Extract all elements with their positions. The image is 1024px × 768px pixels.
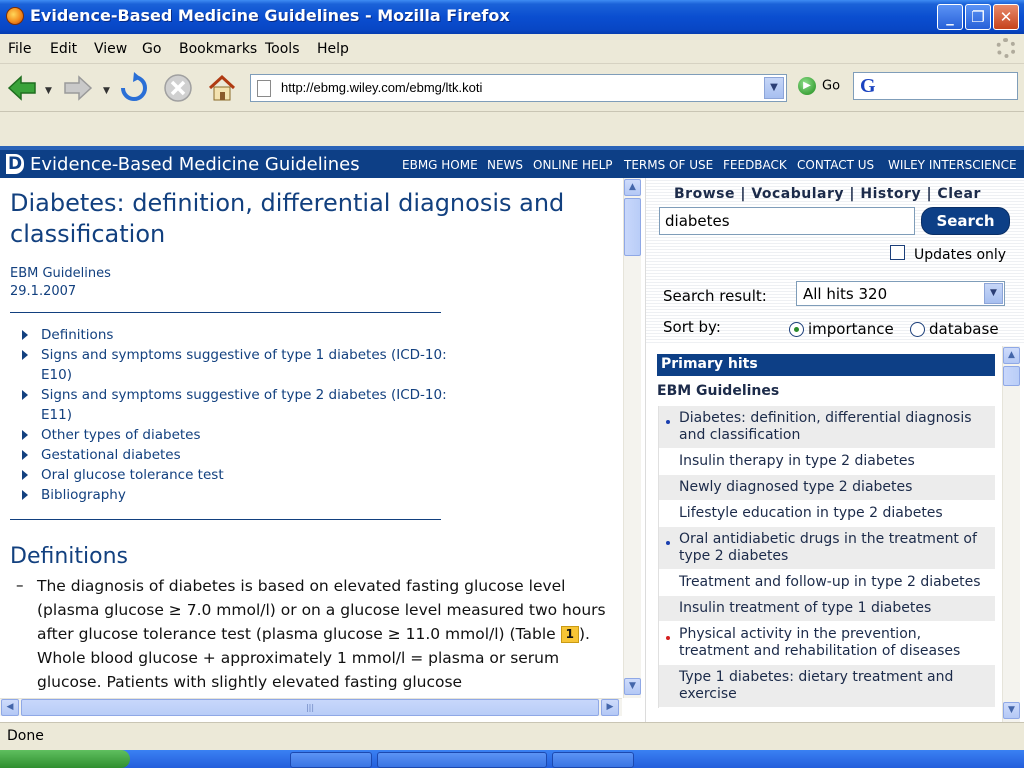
toc-ogtt[interactable]: Oral glucose tolerance test	[22, 465, 462, 485]
address-dropdown-button[interactable]: ▼	[764, 77, 784, 99]
updates-only-checkbox[interactable]	[890, 245, 905, 260]
hit-title[interactable]: Insulin treatment of type 1 diabetes	[679, 600, 932, 616]
nav-feedback[interactable]: FEEDBACK	[723, 158, 787, 172]
stop-button[interactable]	[162, 72, 194, 104]
nav-contact-us[interactable]: CONTACT US	[797, 158, 875, 172]
back-button[interactable]	[6, 72, 38, 104]
address-bar[interactable]	[250, 74, 787, 102]
definition-paragraph	[37, 574, 619, 694]
nav-wiley-interscience[interactable]: WILEY INTERSCIENCE	[888, 158, 1017, 172]
firefox-icon	[6, 7, 24, 25]
hit-title[interactable]: Diabetes: definition, differential diagnosis and classification	[679, 410, 972, 443]
menu-view[interactable]: View	[94, 41, 128, 57]
search-panel-links[interactable]: Browse | Vocabulary | History | Clear	[674, 186, 981, 202]
scroll-up-button[interactable]: ▲	[624, 179, 641, 196]
hit-item[interactable]	[659, 622, 995, 665]
hits-vertical-scrollbar[interactable]	[1002, 346, 1020, 722]
hits-scroll-down-button[interactable]: ▼	[1003, 702, 1020, 719]
table-of-contents	[22, 325, 462, 505]
throbber-icon	[996, 38, 1016, 58]
close-button[interactable]: ✕	[993, 4, 1019, 30]
forward-button[interactable]	[62, 72, 94, 104]
forward-history-dropdown[interactable]: ▼	[103, 86, 110, 96]
hit-item[interactable]	[659, 665, 995, 708]
hits-list	[658, 406, 995, 708]
back-arrow-icon	[6, 72, 38, 104]
hit-title[interactable]: Treatment and follow-up in type 2 diabetes	[679, 574, 981, 590]
article-source-name: EBM Guidelines	[10, 266, 111, 281]
sort-importance-label[interactable]: importance	[808, 320, 894, 338]
article-horizontal-scrollbar[interactable]	[0, 698, 622, 716]
menu-file[interactable]: File	[8, 41, 32, 57]
hit-item[interactable]	[659, 527, 995, 570]
scroll-right-button[interactable]: ▶	[601, 699, 619, 716]
search-result-value: All hits 320	[803, 285, 888, 303]
toc-other-types[interactable]: Other types of diabetes	[22, 425, 462, 445]
menu-edit[interactable]: Edit	[50, 41, 78, 57]
article-date: 29.1.2007	[10, 284, 77, 299]
menu-bar	[0, 34, 1024, 64]
toc-gestational[interactable]: Gestational diabetes	[22, 445, 462, 465]
title-bar[interactable]	[0, 0, 1024, 34]
hit-marker-icon	[666, 541, 670, 545]
page-content	[0, 146, 1024, 722]
nav-news[interactable]: NEWS	[487, 158, 524, 172]
updates-only-label: Updates only	[914, 247, 1007, 263]
taskbar-item[interactable]	[552, 752, 634, 768]
window-title: Evidence-Based Medicine Guidelines - Mozilla Firefox	[30, 6, 510, 25]
hit-item[interactable]	[659, 596, 995, 622]
section-heading-definitions: Definitions	[10, 544, 128, 569]
hits-group-heading: EBM Guidelines	[657, 383, 780, 399]
go-arrow-icon: ▶	[798, 77, 816, 95]
scroll-down-button[interactable]: ▼	[624, 678, 641, 695]
stop-icon	[162, 72, 194, 104]
nav-online-help[interactable]: ONLINE HELP	[533, 158, 613, 172]
article-title: Diabetes: definition, differential diagnosis and classification	[10, 189, 565, 248]
hit-title[interactable]: Type 1 diabetes: dietary treatment and exercise	[679, 669, 954, 702]
article-pane	[0, 178, 622, 698]
search-query-input[interactable]: diabetes	[659, 207, 915, 235]
toc-definitions[interactable]: Definitions	[22, 325, 462, 345]
hit-item[interactable]	[659, 449, 995, 475]
menu-tools[interactable]: Tools	[265, 41, 300, 57]
hit-title[interactable]: Oral antidiabetic drugs in the treatment of type 2 diabetes	[679, 531, 977, 564]
hit-item[interactable]	[659, 406, 995, 449]
search-result-dropdown-icon[interactable]: ▼	[984, 283, 1003, 304]
search-panel	[645, 178, 1024, 722]
toc-type1-symptoms[interactable]: Signs and symptoms suggestive of type 1 diabetes (ICD-10: E10)	[22, 345, 462, 385]
hits-scroll-up-button[interactable]: ▲	[1003, 347, 1020, 364]
divider-top	[10, 312, 441, 313]
menu-help[interactable]: Help	[317, 41, 349, 57]
menu-bookmarks[interactable]: Bookmarks	[179, 41, 258, 57]
reload-icon	[118, 72, 150, 104]
hit-title[interactable]: Lifestyle education in type 2 diabetes	[679, 505, 943, 521]
hit-marker-icon	[666, 636, 670, 640]
google-search-icon[interactable]: G	[860, 75, 876, 97]
address-url[interactable]: http://ebmg.wiley.com/ebmg/ltk.koti	[281, 80, 483, 95]
paragraph-bullet: –	[16, 576, 24, 594]
horizontal-scroll-thumb[interactable]: |||	[21, 699, 599, 716]
scroll-thumb[interactable]	[624, 198, 641, 256]
sort-by-label: Sort by:	[663, 318, 721, 336]
sort-importance-radio[interactable]	[789, 322, 804, 337]
nav-terms-of-use[interactable]: TERMS OF USE	[624, 158, 714, 172]
status-bar	[0, 722, 1024, 750]
hit-title[interactable]: Physical activity in the prevention, treatment and rehabilitation of diseases	[679, 626, 961, 659]
forward-arrow-icon	[62, 72, 94, 104]
hits-scroll-thumb[interactable]	[1003, 366, 1020, 386]
status-text: Done	[7, 728, 44, 744]
site-logo[interactable]: D	[7, 154, 23, 174]
sort-database-label[interactable]: database	[929, 320, 999, 338]
go-label: Go	[822, 78, 841, 94]
site-header	[0, 146, 1024, 178]
taskbar	[0, 750, 1024, 768]
search-result-select[interactable]	[796, 281, 1005, 306]
article-source	[10, 265, 111, 301]
browser-search-box[interactable]	[853, 72, 1018, 100]
hit-title[interactable]: Newly diagnosed type 2 diabetes	[679, 479, 913, 495]
hit-title[interactable]: Insulin therapy in type 2 diabetes	[679, 453, 915, 469]
divider-bottom	[10, 519, 441, 520]
reload-button[interactable]	[118, 72, 150, 104]
back-history-dropdown[interactable]: ▼	[45, 86, 52, 96]
para-text-2: ). Whole blood glucose + approximately 1 mmol/l = plasma or serum glucose. Patients with slightly elevated fasting glucose	[37, 625, 590, 691]
start-button[interactable]	[0, 750, 130, 768]
table-1-link[interactable]: 1	[561, 626, 579, 643]
maximize-button[interactable]: ❐	[965, 4, 991, 30]
toc-bibliography[interactable]: Bibliography	[22, 485, 462, 505]
hit-marker-icon	[666, 420, 670, 424]
menu-go[interactable]: Go	[142, 41, 162, 57]
taskbar-item[interactable]	[290, 752, 372, 768]
site-brand[interactable]: Evidence-Based Medicine Guidelines	[30, 154, 360, 175]
home-button[interactable]	[206, 72, 238, 104]
search-button[interactable]: Search	[921, 207, 1010, 235]
scroll-left-button[interactable]: ◀	[1, 699, 19, 716]
page-icon	[257, 80, 271, 97]
home-icon	[206, 72, 238, 104]
minimize-button[interactable]: _	[937, 4, 963, 30]
hit-item[interactable]	[659, 475, 995, 501]
nav-ebmg-home[interactable]: EBMG HOME	[402, 158, 478, 172]
taskbar-item[interactable]	[377, 752, 547, 768]
hit-item[interactable]	[659, 501, 995, 527]
hit-item[interactable]	[659, 570, 995, 596]
bookmarks-toolbar	[0, 112, 1024, 146]
article-vertical-scrollbar[interactable]	[623, 178, 641, 698]
toc-type2-symptoms[interactable]: Signs and symptoms suggestive of type 2 diabetes (ICD-10: E11)	[22, 385, 462, 425]
para-text-1: The diagnosis of diabetes is based on elevated fasting glucose level (plasma glucose ≥ 7.0 mmol/l) or on a glucose level measured two hours after glucose tolerance test (plasma glucose ≥ 11.0 mmol/l) (Table	[37, 577, 606, 643]
primary-hits-header: Primary hits	[657, 354, 995, 376]
sort-database-radio[interactable]	[910, 322, 925, 337]
search-result-label: Search result:	[663, 287, 767, 305]
go-button[interactable]	[798, 77, 840, 95]
